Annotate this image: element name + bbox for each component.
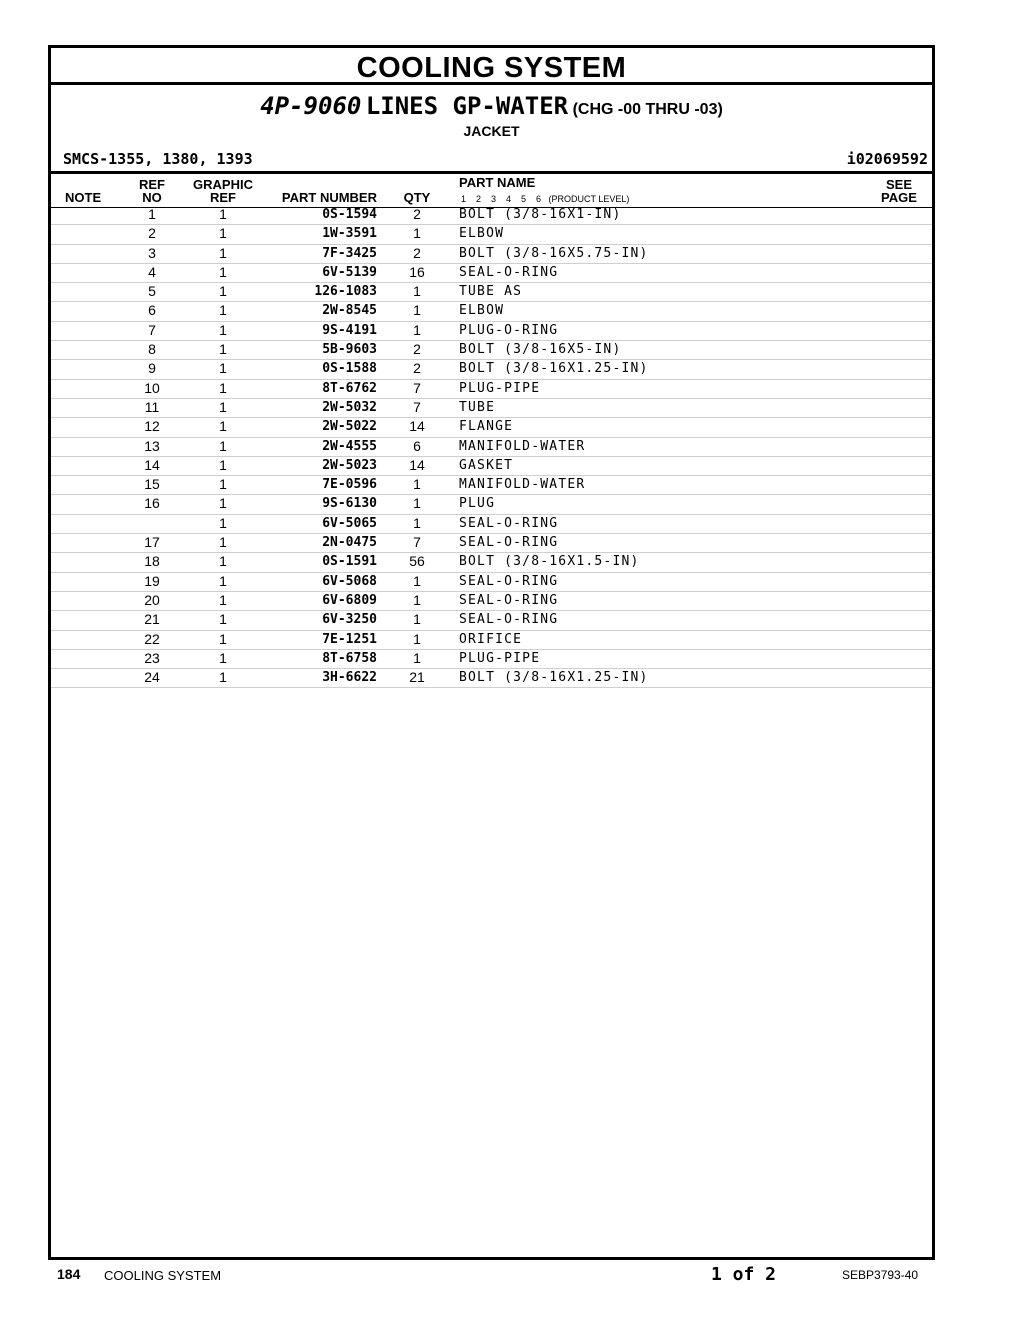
quantity: 7 — [413, 534, 421, 551]
ref-no: 20 — [144, 591, 160, 608]
part-number: 2W-8545 — [322, 303, 377, 319]
graphic-ref: 1 — [219, 591, 227, 608]
part-name: SEAL-O-RING — [459, 592, 559, 608]
quantity: 21 — [409, 669, 425, 686]
quantity: 2 — [413, 341, 421, 358]
illustration-id: i02069592 — [846, 150, 928, 168]
part-number: 2N-0475 — [322, 535, 377, 551]
graphic-ref: 1 — [219, 321, 227, 338]
part-number: 0S-1588 — [322, 361, 377, 377]
table-row — [51, 245, 932, 264]
quantity: 1 — [413, 476, 421, 493]
graphic-ref: 1 — [219, 418, 227, 435]
group-change-range: (CHG -00 THRU -03) — [572, 101, 723, 118]
part-name: MANIFOLD-WATER — [459, 438, 586, 454]
footer-section: COOLING SYSTEM — [104, 1268, 222, 1283]
table-row — [51, 283, 932, 302]
ref-no: 11 — [144, 398, 160, 415]
part-number: 8T-6758 — [322, 650, 377, 666]
graphic-ref: 1 — [219, 263, 227, 280]
table-row — [51, 341, 932, 360]
part-number: 7E-1251 — [322, 631, 377, 647]
part-name: SEAL-O-RING — [459, 515, 559, 531]
part-number: 126-1083 — [314, 284, 377, 300]
ref-no: 17 — [144, 534, 160, 551]
part-number: 0S-1594 — [322, 207, 377, 222]
header-graphic-bottom: REF — [210, 190, 236, 205]
part-name: GASKET — [459, 457, 514, 473]
graphic-ref: 1 — [219, 534, 227, 551]
part-name: ORIFICE — [459, 631, 523, 647]
graphic-ref: 1 — [219, 630, 227, 647]
group-name: LINES GP-WATER — [365, 92, 569, 120]
part-number: 2W-4555 — [322, 438, 377, 454]
quantity: 1 — [413, 283, 421, 300]
ref-no: 3 — [148, 244, 156, 261]
quantity: 6 — [413, 437, 421, 454]
part-name: BOLT (3/8-16X1.25-IN) — [459, 670, 649, 686]
ref-no: 5 — [148, 283, 156, 300]
quantity: 7 — [413, 398, 421, 415]
ref-no: 15 — [144, 476, 160, 493]
part-name: PLUG — [459, 496, 496, 512]
ref-no: 13 — [144, 437, 160, 454]
quantity: 1 — [413, 630, 421, 647]
header-see-top: SEE — [885, 177, 912, 192]
quantity: 16 — [409, 263, 425, 280]
part-number: 0S-1591 — [322, 554, 377, 570]
graphic-ref: 1 — [219, 379, 227, 396]
graphic-ref: 1 — [219, 572, 227, 589]
ref-no: 10 — [144, 379, 160, 396]
quantity: 1 — [413, 572, 421, 589]
ref-no: 21 — [144, 611, 160, 628]
part-name: SEAL-O-RING — [459, 573, 559, 589]
quantity: 7 — [413, 379, 421, 396]
table-row — [51, 399, 932, 418]
group-number: 4P-9060 — [260, 92, 362, 120]
ref-no: 1 — [148, 206, 156, 222]
table-row — [51, 534, 932, 553]
part-name: ELBOW — [459, 226, 505, 242]
part-number: 5B-9603 — [322, 342, 377, 358]
graphic-ref: 1 — [219, 283, 227, 300]
quantity: 1 — [413, 321, 421, 338]
footer-document-number: SEBP3793-40 — [842, 1268, 919, 1282]
table-row — [51, 360, 932, 379]
part-number: 6V-3250 — [322, 612, 377, 628]
part-name: PLUG-PIPE — [459, 380, 541, 396]
quantity: 14 — [409, 418, 425, 435]
ref-no: 18 — [144, 553, 160, 570]
part-number: 6V-5065 — [322, 515, 377, 531]
ref-no: 19 — [144, 572, 160, 589]
header-product-level: 1 2 3 4 5 6 (PRODUCT LEVEL) — [461, 194, 630, 204]
header-ref-top: REF — [139, 177, 165, 192]
table-row — [51, 322, 932, 341]
part-number: 8T-6762 — [322, 380, 377, 396]
header-part-number: PART NUMBER — [281, 190, 377, 205]
part-name: ELBOW — [459, 303, 505, 319]
part-number: 6V-5139 — [322, 264, 377, 280]
part-name: PLUG-O-RING — [459, 322, 559, 338]
graphic-ref: 1 — [219, 553, 227, 570]
table-row — [51, 495, 932, 514]
table-row — [51, 631, 932, 650]
table-row — [51, 302, 932, 321]
part-number: 3H-6622 — [322, 670, 377, 686]
table-row — [51, 225, 932, 244]
ref-no: 12 — [144, 418, 160, 435]
table-row — [51, 592, 932, 611]
graphic-ref: 1 — [219, 456, 227, 473]
table-row — [51, 611, 932, 630]
header-qty: QTY — [403, 190, 431, 205]
header-see-bottom: PAGE — [881, 190, 917, 205]
table-row — [51, 573, 932, 592]
ref-no: 2 — [148, 225, 156, 242]
quantity: 1 — [413, 514, 421, 531]
part-name: BOLT (3/8-16X1-IN) — [459, 207, 622, 222]
footer-page-of: 1 of 2 — [711, 1264, 777, 1285]
graphic-ref: 1 — [219, 649, 227, 666]
quantity: 1 — [413, 495, 421, 512]
group-subtitle: JACKET — [463, 123, 520, 139]
ref-no: 8 — [148, 341, 156, 358]
graphic-ref: 1 — [219, 225, 227, 242]
part-name: SEAL-O-RING — [459, 612, 559, 628]
part-name: TUBE — [459, 399, 496, 415]
table-row — [51, 650, 932, 669]
header-ref-bottom: NO — [142, 190, 162, 205]
quantity: 1 — [413, 591, 421, 608]
part-name: BOLT (3/8-16X5-IN) — [459, 342, 622, 358]
quantity: 14 — [409, 456, 425, 473]
table-row — [51, 669, 932, 688]
graphic-ref: 1 — [219, 360, 227, 377]
ref-no: 7 — [148, 321, 156, 338]
quantity: 2 — [413, 206, 421, 222]
graphic-ref: 1 — [219, 398, 227, 415]
table-row — [51, 457, 932, 476]
graphic-ref: 1 — [219, 341, 227, 358]
part-number: 7E-0596 — [322, 477, 377, 493]
group-title — [51, 92, 932, 120]
graphic-ref: 1 — [219, 611, 227, 628]
graphic-ref: 1 — [219, 206, 227, 222]
ref-no: 9 — [148, 360, 156, 377]
graphic-ref: 1 — [219, 437, 227, 454]
quantity: 1 — [413, 225, 421, 242]
table-row — [51, 206, 932, 225]
section-title: COOLING SYSTEM — [51, 48, 932, 85]
parts-table-body — [51, 206, 932, 688]
part-name: MANIFOLD-WATER — [459, 477, 586, 493]
graphic-ref: 1 — [219, 476, 227, 493]
graphic-ref: 1 — [219, 302, 227, 319]
part-name: SEAL-O-RING — [459, 264, 559, 280]
page-footer — [0, 1266, 1020, 1288]
part-number: 9S-4191 — [322, 322, 377, 338]
part-number: 9S-6130 — [322, 496, 377, 512]
ref-no: 22 — [144, 630, 160, 647]
ref-no: 14 — [144, 456, 160, 473]
header-part-name: PART NAME — [459, 175, 536, 190]
footer-page-number: 184 — [57, 1266, 81, 1282]
part-number: 6V-5068 — [322, 573, 377, 589]
quantity: 2 — [413, 244, 421, 261]
table-row — [51, 553, 932, 572]
ref-no: 4 — [148, 263, 156, 280]
part-name: SEAL-O-RING — [459, 535, 559, 551]
part-number: 6V-6809 — [322, 592, 377, 608]
quantity: 1 — [413, 611, 421, 628]
graphic-ref: 1 — [219, 514, 227, 531]
part-name: PLUG-PIPE — [459, 650, 541, 666]
part-name: FLANGE — [459, 419, 514, 435]
table-row — [51, 438, 932, 457]
ref-no: 24 — [144, 669, 160, 686]
part-name: BOLT (3/8-16X5.75-IN) — [459, 245, 649, 261]
table-row — [51, 380, 932, 399]
graphic-ref: 1 — [219, 495, 227, 512]
header-graphic-top: GRAPHIC — [193, 177, 253, 192]
quantity: 1 — [413, 302, 421, 319]
part-number: 2W-5032 — [322, 399, 377, 415]
part-name: BOLT (3/8-16X1.5-IN) — [459, 554, 640, 570]
table-row — [51, 264, 932, 283]
quantity: 56 — [409, 553, 425, 570]
quantity: 1 — [413, 649, 421, 666]
table-row — [51, 515, 932, 534]
graphic-ref: 1 — [219, 244, 227, 261]
ref-no: 23 — [144, 649, 160, 666]
part-number: 2W-5022 — [322, 419, 377, 435]
part-number: 7F-3425 — [322, 245, 377, 261]
smcs-codes: SMCS-1355, 1380, 1393 — [63, 150, 253, 168]
part-number: 1W-3591 — [322, 226, 377, 242]
part-name: TUBE AS — [459, 284, 523, 300]
table-header — [51, 171, 932, 208]
quantity: 2 — [413, 360, 421, 377]
ref-no: 6 — [148, 302, 156, 319]
parts-page-frame — [48, 45, 935, 1260]
ref-no: 16 — [144, 495, 160, 512]
part-number: 2W-5023 — [322, 457, 377, 473]
table-row — [51, 476, 932, 495]
graphic-ref: 1 — [219, 669, 227, 686]
part-name: BOLT (3/8-16X1.25-IN) — [459, 361, 649, 377]
header-note: NOTE — [65, 190, 102, 205]
table-row — [51, 418, 932, 437]
